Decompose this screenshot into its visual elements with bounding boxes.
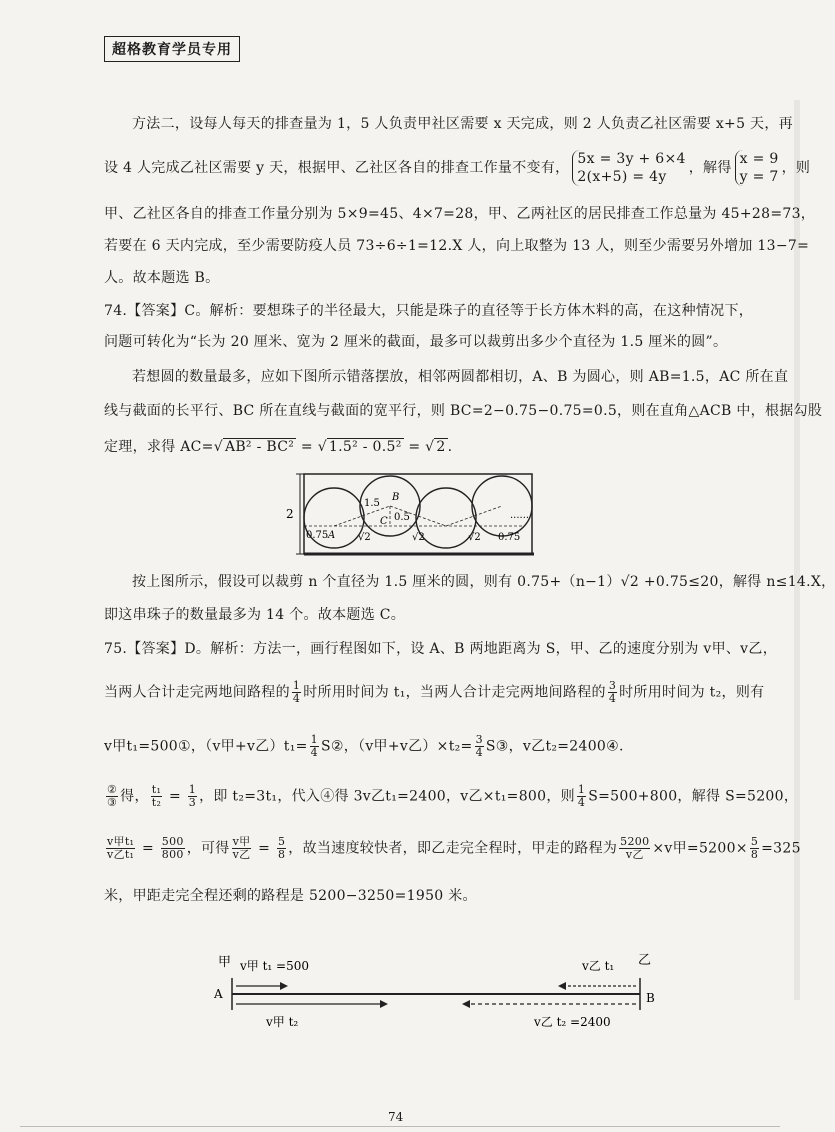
label-sqrt2-2: √2 [412, 532, 425, 543]
height-label: 2 [286, 507, 294, 521]
text-line-equations: v甲t₁=500①，（v甲+v乙）t₁= $\frac{1}{4}$ S②，（v甲+v乙）×t₂= $\frac{3}{4}$ S③，v乙t₂=2400④. [104, 733, 624, 759]
text-line: 米，甲距走完全程还剩的路程是 5200−3250=1950 米。 [104, 888, 477, 904]
text-line: 若要在 6 天内完成，至少需要防疫人员 73÷6÷1=12.X 人，向上取整为 13 人，则至少需要另外增加 13−7= [104, 238, 810, 254]
text-line: 人。故本题选 B。 [104, 270, 220, 286]
label-c: C [380, 516, 388, 527]
label-top-left: v甲 t₁ =500 [240, 959, 310, 973]
label-b: B [646, 991, 655, 1005]
text-line: 方法二，设每人每天的排查量为 1，5 人负责甲社区需要 x 天完成，则 2 人负责乙社区需要 x+5 天，再 [132, 116, 793, 132]
label-left-margin: 0.75 [306, 530, 329, 541]
label-ab: 1.5 [364, 498, 380, 509]
text-line-derivation: $\frac{\text{②}}{\text{③}}$ 得， $\frac{\text{t₁}}{\text{t₂}}$ = $\frac{1}{3}$ ，即 t₂=3t₁，代入④得 3v乙t₁=2400，v乙×t₁=800，则 $\frac{1}{4}$ S=500+800，解得 S=5200， [107, 783, 799, 809]
bottom-rule [20, 1126, 780, 1127]
text-line: 按上图所示，假设可以裁剪 n 个直径为 1.5 厘米的圆，则有 0.75+（n−1）√2 +0.75≤20，解得 n≤14.X， [132, 574, 835, 590]
text-line-formula: 定理，求得 AC=√ AB² - BC² = √ 1.5² - 0.5² = √ 2 . [104, 439, 453, 455]
label-bottom-left: v甲 t₂ [266, 1015, 299, 1029]
text-line: 甲、乙社区各自的排查工作量分别为 5×9=45、4×7=28，甲、乙两社区的居民排查工作总量为 45+28=73， [104, 206, 816, 222]
text-line-equation: 设 4 人完成乙社区需要 y 天，根据甲、乙社区各自的排查工作量不变有， 5x = 3y + 6×4 2(x+5) = 4y ，解得 x = 9 y = 7 ，则 [104, 151, 811, 185]
circle-3 [416, 488, 476, 548]
text-line: 问题可转化为“长为 20 厘米、宽为 2 厘米的截面，最多可以裁剪出多少个直径为 1.5 厘米的圆”。 [104, 334, 728, 350]
label-bc: 0.5 [394, 512, 410, 523]
text-line-ratio: $\frac{\text{v甲t₁}}{\text{v乙t₁}}$ = $\frac{500}{800}$ ，可得 $\frac{\text{v甲}}{\text{v乙}}$ = $\frac{5}{8}$ ，故当速度较快者，即乙走完全程时，甲走的路程为 $\frac{5200}{\text{v乙}}$ ×v甲=5200× $\frac{5}{8}$ =325 [107, 835, 801, 861]
header-label: 超格教育学员专用 [104, 36, 240, 62]
equation-system: 5x = 3y + 6×4 2(x+5) = 4y [572, 150, 685, 186]
label-ellipsis: ...... [510, 510, 530, 521]
label-b: B [392, 492, 400, 503]
page-number: 74 [388, 1110, 404, 1124]
text-line: 线与截面的长平行、BC 所在直线与截面的宽平行，则 BC=2−0.75−0.75=0.5，则在直角△ACB 中，根据勾股 [104, 403, 823, 419]
label-sqrt2-1: √2 [358, 532, 371, 543]
text-line-fractions: 当两人合计走完两地间路程的 $\frac{1}{4}$ 时所用时间为 t₁，当两人合计走完两地间路程的 $\frac{3}{4}$ 时所用时间为 t₂，则有 [104, 679, 765, 705]
travel-diagram [210, 948, 660, 1038]
label-sqrt2-3: √2 [468, 532, 481, 543]
label-a: A [328, 530, 336, 541]
circles-figure [284, 470, 544, 560]
label-right-margin: 0.75 [498, 532, 521, 543]
solution-system: x = 9 y = 7 [735, 150, 779, 186]
label-a: A [214, 987, 223, 1001]
answer-74-line: 74.【答案】C。解析：要想珠子的半径最大，只能是珠子的直径等于长方体木料的高，在这种情况下， [104, 303, 754, 319]
label-jia: 甲 [218, 955, 232, 970]
text-line: 即这串珠子的数量最多为 14 个。故本题选 C。 [104, 607, 406, 623]
text-line: 若想圆的数量最多，应如下图所示错落摆放，相邻两圆都相切，A、B 为圆心，则 AB=1.5，AC 所在直 [132, 369, 789, 385]
label-top-right: v乙 t₁ [582, 959, 615, 973]
label-yi: 乙 [638, 953, 652, 968]
answer-75-line: 75.【答案】D。解析：方法一，画行程图如下，设 A、B 两地距离为 S，甲、乙的速度分别为 v甲、v乙， [104, 641, 777, 657]
label-bottom-right: v乙 t₂ =2400 [534, 1015, 611, 1029]
